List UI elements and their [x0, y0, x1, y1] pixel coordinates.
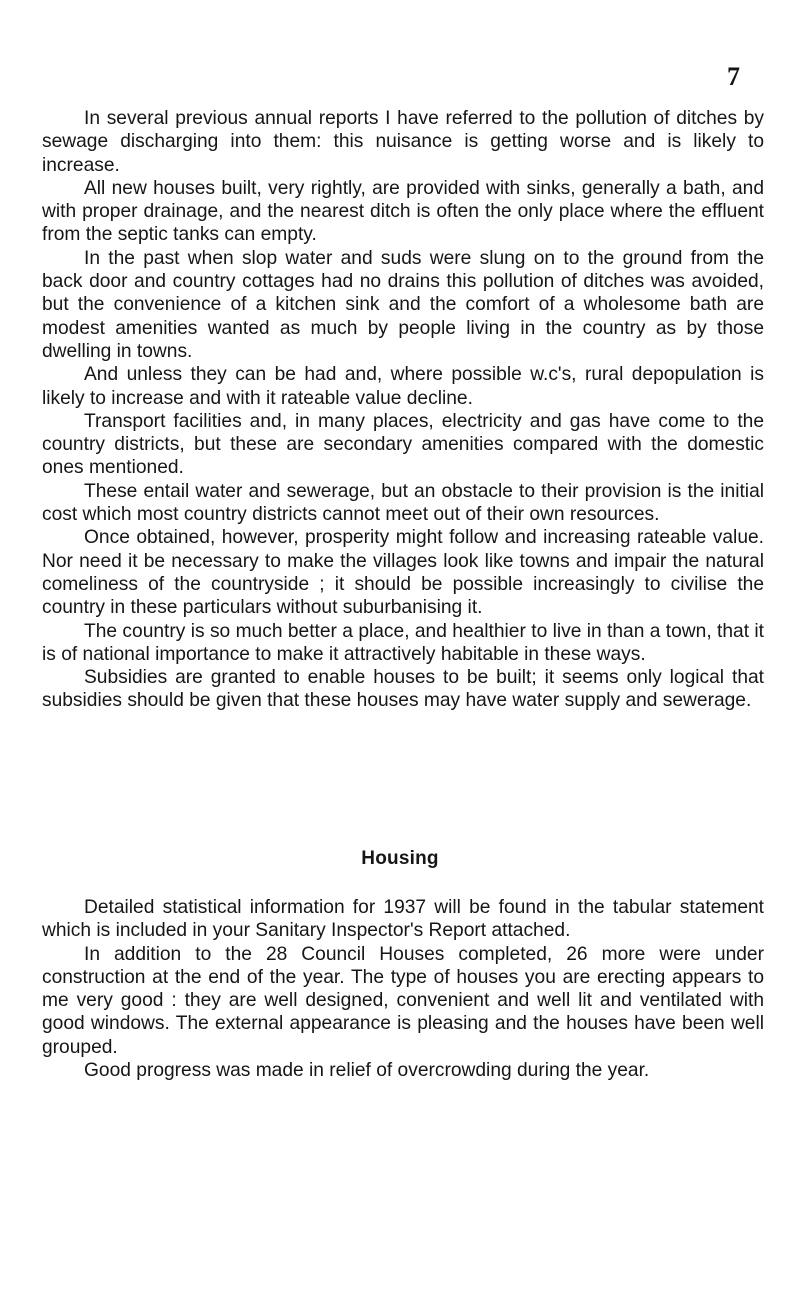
paragraph: In the past when slop water and suds were slung on to the ground from the back door and country cottages had no drains this pollution of ditches was avoided, but the convenience of a kitchen sink and the comfort of a wholesome bath are modest amenities wanted as much by people living in the country as by those dwelling in towns.	[42, 247, 764, 362]
paragraph: All new houses built, very rightly, are provided with sinks, generally a bath, and with proper drainage, and the nearest ditch is often the only place where the effluent from the septic tanks can empty.	[42, 177, 764, 246]
section-heading-housing: Housing	[361, 848, 439, 869]
paragraph: Once obtained, however, prosperity might follow and increasing rateable value. Nor need it be necessary to make the villages look like towns and impair the natural comeliness of the countryside ; it should be possible increasingly to civilise the country in these particulars without suburbanising it.	[42, 527, 764, 619]
paragraph: Detailed statistical information for 1937 will be found in the tabular statement which is included in your Sanitary Inspector's Report attached.	[42, 897, 764, 942]
page-number: 7	[727, 62, 740, 91]
paragraph: Transport facilities and, in many places, electricity and gas have come to the country districts, but these are secondary amenities compared with the domestic ones mentioned.	[42, 410, 764, 479]
paragraph: These entail water and sewerage, but an obstacle to their provision is the initial cost which most country districts cannot meet out of their own resources.	[42, 480, 764, 526]
paragraph: In addition to the 28 Council Houses completed, 26 more were under construction at the end of the year. The type of houses you are erecting appears to me very good : they are well designed, convenient and well lit and ventilated with good windows. The external appearance is pleasing and the houses have been well grouped.	[42, 943, 764, 1058]
housing-text-block	[42, 896, 764, 1082]
paragraph: The country is so much better a place, and healthier to live in than a town, that it is of national importance to make it attractively habitable in these ways.	[42, 620, 764, 665]
paragraph: And unless they can be had and, where possible w.c's, rural depopulation is likely to increase and with it rateable value decline.	[42, 364, 764, 409]
paragraph: Subsidies are granted to enable houses to be built; it seems only logical that subsidies should be given that these houses may have water supply and sewerage.	[42, 667, 764, 712]
paragraph: Good progress was made in relief of overcrowding during the year.	[84, 1060, 650, 1082]
paragraph: In several previous annual reports I have referred to the pollution of ditches by sewage discharging into them: this nuisance is getting worse and is likely to increase.	[42, 108, 764, 176]
intro-text-block	[42, 107, 764, 713]
